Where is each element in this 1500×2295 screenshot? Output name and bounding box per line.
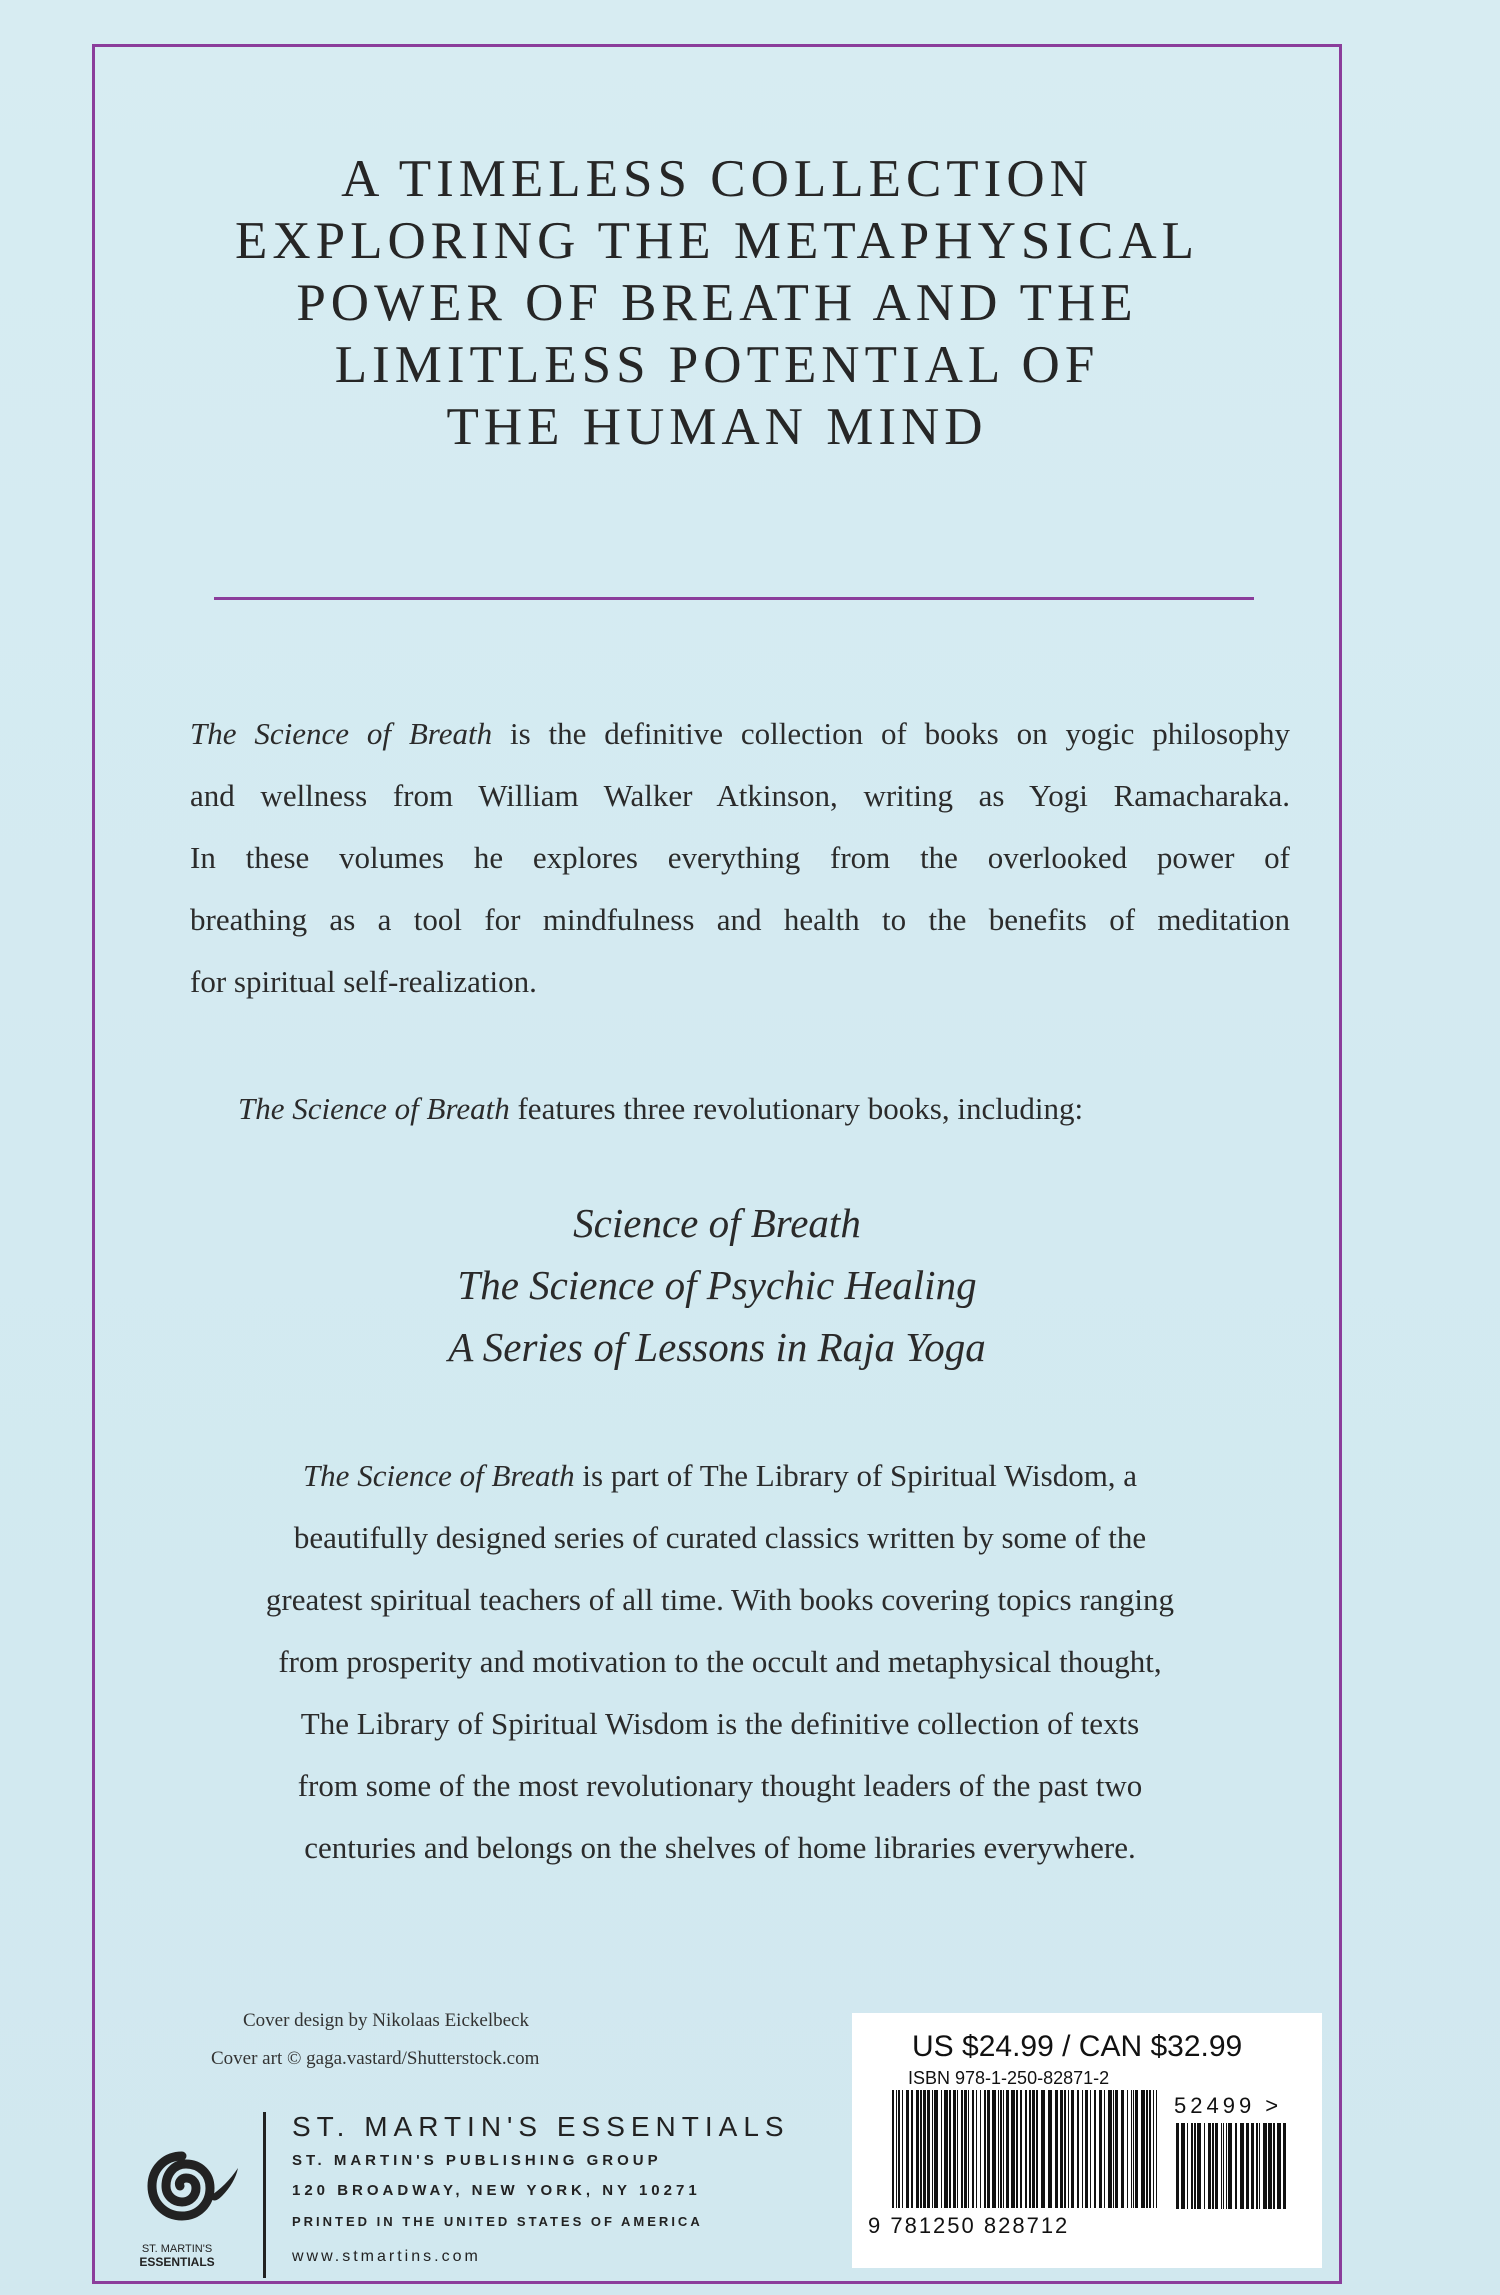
barcode-bar	[920, 2090, 922, 2208]
book-list	[0, 1192, 1434, 1378]
barcode-bar	[927, 2090, 930, 2208]
barcode-bar	[1121, 2090, 1124, 2208]
barcode-bar	[961, 2090, 963, 2208]
barcode-bar	[976, 2090, 977, 2208]
paragraph-line: In these volumes he explores everything from the overlooked power of	[190, 840, 1290, 875]
barcode-bar	[1068, 2090, 1069, 2208]
barcode-bar	[1256, 2123, 1258, 2209]
barcode-bar	[980, 2090, 981, 2208]
barcode-bar	[1273, 2123, 1275, 2209]
barcode-bar	[1215, 2123, 1218, 2209]
barcode-bar	[1208, 2123, 1211, 2209]
barcode-bar	[1071, 2090, 1074, 2208]
headline-line: EXPLORING THE METAPHYSICAL	[235, 212, 1199, 270]
divider-rule	[214, 597, 1254, 600]
barcode-bar	[1223, 2123, 1224, 2209]
barcode-box	[852, 2013, 1322, 2268]
barcode-bar	[1064, 2090, 1066, 2208]
book-title: The Science of Breath	[190, 716, 493, 751]
barcode-bar	[1141, 2090, 1145, 2208]
barcode-bar	[1149, 2090, 1151, 2208]
barcode-bar	[1176, 2123, 1179, 2209]
logo-label-line1: ST. MARTIN'S	[141, 2243, 213, 2255]
barcode-bar	[896, 2090, 897, 2208]
publishing-group: ST. MARTIN'S PUBLISHING GROUP	[292, 2152, 662, 2169]
paragraph-line: beautifully designed series of curated classics written by some of the	[293, 1520, 1147, 1555]
barcode-bar	[1283, 2123, 1286, 2209]
barcode-bar	[1113, 2090, 1114, 2208]
headline-line: A TIMELESS COLLECTION	[341, 150, 1093, 208]
isbn-label: ISBN 978-1-250-82871-2	[908, 2068, 1110, 2088]
barcode-bar	[1131, 2090, 1132, 2208]
text-span: is the definitive collection of books on yogic philosophy	[492, 716, 1291, 751]
barcode-bar	[1127, 2090, 1128, 2208]
barcode-bar	[992, 2090, 996, 2208]
barcode-bar	[1060, 2090, 1063, 2208]
barcode-bar	[1135, 2090, 1138, 2208]
barcode-bar	[1077, 2090, 1079, 2208]
barcode-bar	[1181, 2123, 1185, 2209]
printed-in: PRINTED IN THE UNITED STATES OF AMERICA	[292, 2214, 703, 2229]
barcode-bar	[1020, 2090, 1022, 2208]
barcode-bar	[1226, 2123, 1227, 2209]
publisher-divider	[263, 2112, 266, 2278]
book-list-item: The Science of Psychic Healing	[457, 1262, 977, 1308]
barcode-bar	[1240, 2123, 1244, 2209]
paragraph-line: and wellness from William Walker Atkinson, writing as Yogi Ramacharaka.	[190, 778, 1290, 813]
imprint-name: ST. MARTIN'S ESSENTIALS	[292, 2111, 790, 2142]
barcode-bar	[1268, 2123, 1272, 2209]
barcode-bar	[1104, 2090, 1105, 2208]
barcode-bar	[1055, 2090, 1058, 2208]
barcode-bar	[932, 2090, 933, 2208]
headline-line: LIMITLESS POTENTIAL OF	[334, 336, 1100, 394]
paragraph-line: from some of the most revolutionary thought leaders of the past two	[297, 1768, 1143, 1803]
barcode-bar	[1000, 2090, 1002, 2208]
barcode-bar	[1156, 2090, 1157, 2208]
logo-label	[112, 2243, 242, 2269]
paragraph-line	[190, 703, 1290, 765]
paragraph-line	[238, 1078, 1238, 1140]
spiral-swirl-icon	[112, 2116, 252, 2256]
publisher-url: www.stmartins.com	[292, 2248, 481, 2265]
barcode-bar	[902, 2090, 903, 2208]
barcode-bar	[1221, 2123, 1222, 2209]
barcode-bar	[916, 2090, 919, 2208]
barcode-bar	[949, 2090, 951, 2208]
barcode-bar	[892, 2090, 894, 2208]
barcode-bar	[964, 2090, 967, 2208]
book-title: The Science of Breath	[302, 1458, 575, 1493]
paragraph-line: breathing as a tool for mindfulness and health to the benefits of meditation	[190, 902, 1290, 937]
logo-label-line2: ESSENTIALS	[139, 2255, 215, 2269]
barcode-bar	[1094, 2090, 1096, 2208]
paragraph-line: for spiritual self-realization.	[190, 964, 537, 999]
barcode-bar	[898, 2090, 900, 2208]
barcode-bar	[987, 2090, 990, 2208]
text-span: is part of The Library of Spiritual Wisdom, a	[574, 1458, 1138, 1493]
library-paragraph	[190, 1445, 1250, 1879]
book-list-item: A Series of Lessons in Raja Yoga	[448, 1324, 986, 1370]
paragraph-line: greatest spiritual teachers of all time. With books covering topics ranging	[265, 1582, 1175, 1617]
book-title: The Science of Breath	[238, 1091, 510, 1126]
barcode-bar	[957, 2090, 958, 2208]
barcode-bar	[941, 2090, 942, 2208]
addon-barcode	[1174, 2123, 1286, 2231]
barcode-bar	[944, 2090, 948, 2208]
barcode-bar	[906, 2090, 909, 2208]
price-label: US $24.99 / CAN $32.99	[912, 2030, 1243, 2063]
paragraph-line: from prosperity and motivation to the occult and metaphysical thought,	[278, 1644, 1162, 1679]
barcode-bar	[1011, 2090, 1015, 2208]
publisher-block	[292, 2108, 790, 2276]
ean-barcode	[890, 2090, 1160, 2208]
paragraph-line	[190, 1445, 1250, 1507]
barcode-bar	[1108, 2090, 1112, 2208]
barcode-bar	[1246, 2123, 1249, 2209]
barcode-bar	[911, 2090, 913, 2208]
barcode-bar	[1251, 2123, 1254, 2209]
barcode-bar	[1006, 2090, 1009, 2208]
barcode-bar	[934, 2090, 938, 2208]
intro-paragraph	[190, 703, 1290, 1013]
publisher-address: 120 BROADWAY, NEW YORK, NY 10271	[292, 2182, 701, 2199]
barcode-bar	[1048, 2090, 1052, 2208]
barcode-bar	[923, 2090, 926, 2208]
paragraph-line: The Library of Spiritual Wisdom is the definitive collection of texts	[300, 1706, 1140, 1741]
barcode-bar	[968, 2090, 969, 2208]
barcode-bar	[1212, 2123, 1214, 2209]
headline	[0, 148, 1434, 458]
barcode-bar	[1115, 2090, 1118, 2208]
barcode-bar	[1259, 2123, 1260, 2209]
ean-number: 9 781250 828712	[868, 2213, 1070, 2238]
features-paragraph	[238, 1078, 1238, 1140]
barcode-bar	[1003, 2090, 1004, 2208]
headline-line: THE HUMAN MIND	[446, 398, 988, 456]
barcode-bar	[1082, 2090, 1083, 2208]
paragraph-line: centuries and belongs on the shelves of home libraries everywhere.	[304, 1830, 1136, 1865]
barcode-bar	[1194, 2123, 1196, 2209]
text-span: features three revolutionary books, including:	[509, 1091, 1084, 1126]
barcode-bar	[1032, 2090, 1035, 2208]
barcode-bar	[1025, 2090, 1027, 2208]
barcode-bar	[998, 2090, 999, 2208]
barcode-bar	[1041, 2090, 1045, 2208]
barcode-bar	[1016, 2090, 1018, 2208]
book-list-item: Science of Breath	[573, 1200, 861, 1246]
barcode-bar	[1090, 2090, 1091, 2208]
barcode-bar	[1036, 2090, 1038, 2208]
cover-design-credit: Cover design by Nikolaas Eickelbeck	[243, 2010, 529, 2031]
price-addon-number: 52499 >	[1174, 2093, 1283, 2118]
cover-art-credit: Cover art © gaga.vastard/Shutterstock.com	[211, 2048, 540, 2069]
barcode-bar	[984, 2090, 986, 2208]
barcode-bar	[1277, 2123, 1281, 2209]
barcode-bar	[1204, 2123, 1205, 2209]
headline-line: POWER OF BREATH AND THE	[296, 274, 1138, 332]
barcode-bar	[972, 2090, 974, 2208]
barcode-bar	[1085, 2090, 1088, 2208]
barcode-bar	[1099, 2090, 1102, 2208]
barcode-bar	[1263, 2123, 1267, 2209]
barcode-bar	[1029, 2090, 1031, 2208]
barcode-bar	[1191, 2123, 1193, 2209]
barcode-bar	[1235, 2123, 1237, 2209]
barcode-bar	[1228, 2123, 1232, 2209]
barcode-bar	[953, 2090, 956, 2208]
barcode-bar	[1197, 2123, 1201, 2209]
barcode-bar	[1133, 2090, 1134, 2208]
barcode-bar	[1153, 2090, 1154, 2208]
barcode-bar	[1146, 2090, 1148, 2208]
barcode-bar	[1187, 2123, 1188, 2209]
